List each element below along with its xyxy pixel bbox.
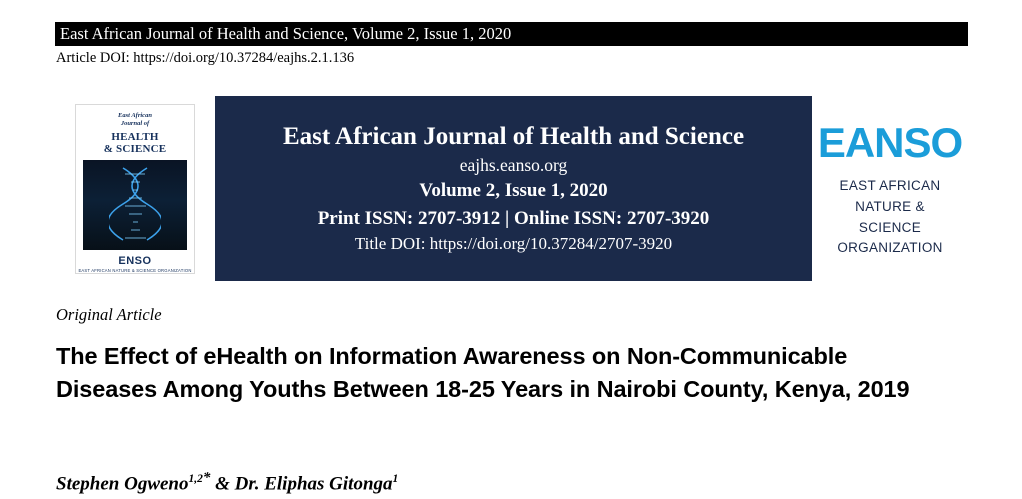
- author-list: [56, 470, 398, 495]
- cover-enso-logo: ENSO: [118, 254, 152, 267]
- eanso-wordmark: EANSO: [817, 118, 963, 166]
- journal-title: East African Journal of Health and Science: [282, 122, 745, 150]
- eanso-subtitle: [837, 176, 942, 260]
- journal-issn: Print ISSN: 2707-3912 | Online ISSN: 2707-3920: [317, 208, 710, 230]
- eanso-logo-panel: [812, 96, 968, 281]
- masthead-navy-panel: [215, 96, 812, 281]
- author-1-name: Stephen Ogweno: [56, 473, 189, 495]
- eanso-subtitle-line1: EAST AFRICAN: [839, 177, 941, 193]
- cover-footer: [78, 255, 191, 273]
- cover-top-lines: [118, 112, 152, 128]
- cover-enso-subtitle: EAST AFRICAN NATURE & SCIENCE ORGANIZATION: [78, 267, 192, 273]
- author-1-corresponding-marker: *: [202, 470, 211, 486]
- running-head-bar: [55, 22, 968, 46]
- article-title: The Effect of eHealth on Information Awareness on Non-Communicable Diseases Among Youths Between 18-25 Years in Nairobi County, Kenya, 2019: [56, 343, 910, 403]
- cover-title-line1: HEALTH: [111, 130, 159, 143]
- article-doi: Article DOI: https://doi.org/10.37284/eajhs.2.1.136: [56, 50, 355, 66]
- running-head-text: East African Journal of Health and Science, Volume 2, Issue 1, 2020: [60, 23, 512, 43]
- eanso-subtitle-line3: SCIENCE: [858, 219, 922, 235]
- journal-title-doi[interactable]: Title DOI: https://doi.org/10.37284/2707-3920: [354, 233, 673, 253]
- author-conjunction: &: [210, 473, 235, 495]
- eanso-subtitle-line4: ORGANIZATION: [837, 240, 943, 256]
- cover-title-line2: & SCIENCE: [103, 143, 167, 156]
- author-1-affiliation-marker: 1,2: [188, 473, 203, 485]
- journal-volume: Volume 2, Issue 1, 2020: [419, 180, 608, 202]
- dna-helix-svg: [109, 166, 161, 249]
- author-2-affiliation-marker: 1: [392, 473, 399, 485]
- journal-cover-image: [75, 104, 195, 274]
- author-2-name: Dr. Eliphas Gitonga: [234, 473, 393, 495]
- journal-cover-panel: [55, 96, 215, 281]
- article-type-label: Original Article: [56, 305, 162, 324]
- cover-top-line1: East African: [118, 111, 152, 119]
- dna-helix-icon: [83, 160, 187, 249]
- cover-top-line2: Journal of: [120, 119, 150, 127]
- eanso-subtitle-line2: NATURE &: [855, 198, 925, 214]
- journal-website[interactable]: eajhs.eanso.org: [459, 155, 568, 176]
- masthead: [55, 96, 968, 281]
